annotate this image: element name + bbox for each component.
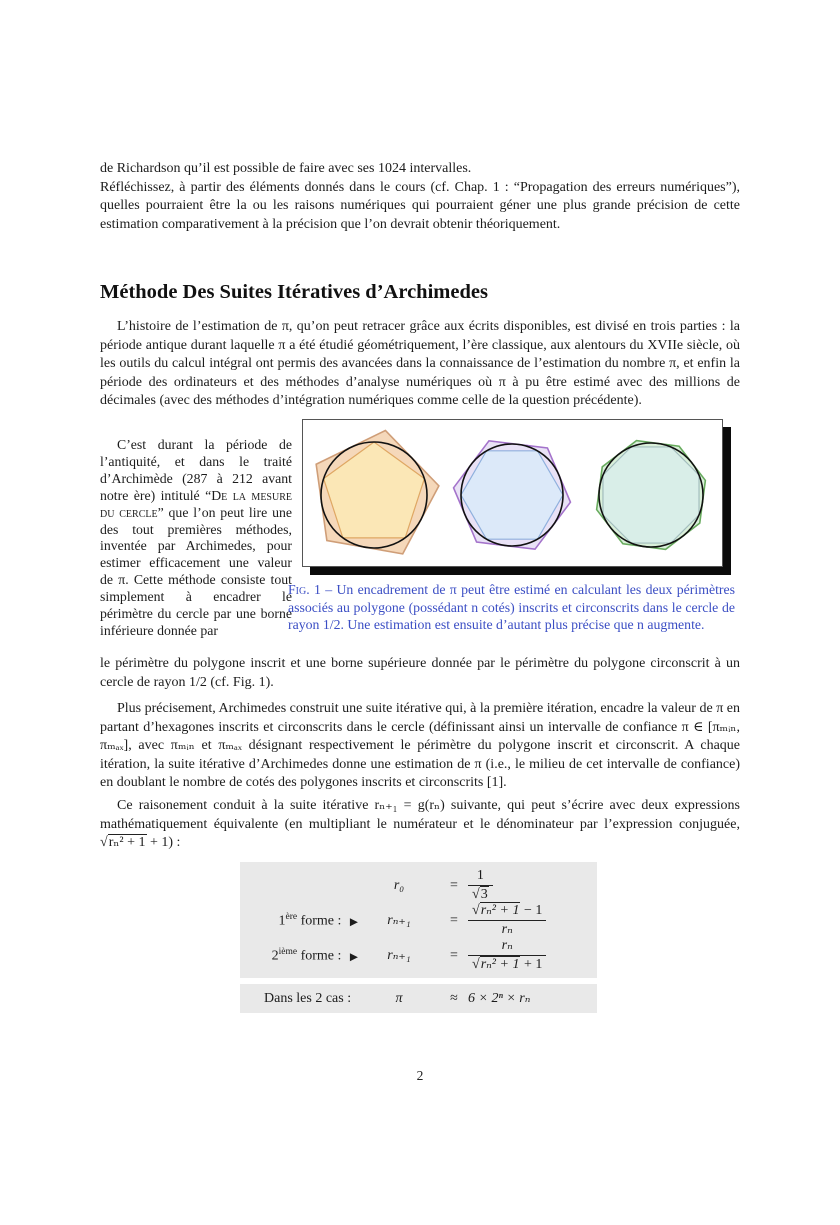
cases-rhs: 6 × 2ⁿ × rₙ	[468, 991, 531, 1006]
wrapped-column-paragraph	[100, 437, 292, 640]
intro-rest: Réfléchissez, à partir des éléments donnés dans le cours (cf. Chap. 1 : “Propagation des erreurs numériques”), quelles pourraient être la ou les raisons numériques qui pourraient géner une plus grande précision de cette estimation comparativement à la précision que l’on devrait obtenir théoriquement.	[100, 179, 740, 232]
form1-num-rad: rₙ² + 1	[480, 903, 520, 919]
reason-paragraph	[100, 797, 740, 853]
cases-lhs: π	[395, 990, 403, 1006]
octagon-inscribed	[603, 447, 699, 543]
figure-hexagon	[443, 423, 581, 563]
history-paragraph: L’histoire de l’estimation de π, qu’on peut retracer grâce aux écrits disponibles, est divisé en trois parties : la période antique durant laquelle π a été étudié géométriquement, l’ère classique, aux alentours du XVIIe siècle, où les outils du calcul intégral ont permis des avancées dans la connaissance de l’estimation du nombre π, et enfin la période des ordinateurs et des méthodes d’analyse numériques où π à pu être estimé avec des millions de décimales (avec des méthodes d’intégration numériques comme celle de la question précédente).	[100, 319, 740, 408]
sqrt-sign: √	[100, 835, 108, 850]
intro-paragraph	[100, 160, 740, 234]
cases-label: Dans les 2 cas :	[264, 990, 352, 1006]
sqrt-sign: √	[472, 957, 480, 973]
form2-num: rₙ	[468, 938, 546, 956]
formula-row-form1	[240, 903, 597, 938]
form1-label-text: forme :	[297, 913, 345, 929]
formula-r0-lhs: r₀	[393, 877, 405, 893]
precis-paragraph: Plus précisement, Archimedes construit une suite itérative qui, à la première itération, encadre la valeur de π en partant d’hexagones inscrits et circonscrits dans le cercle (définissant ainsi un intervalle de confiance π ∈ [πₘᵢₙ, πₘₐₓ], avec πₘᵢₙ et πₘₐₓ désignant respectivement le périmètre du polygone inscrit et circonscrit. A chaque itération, la suite itérative d’Archimedes donne une estimation de π (i.e., le milieu de cet intervalle de confiance) en doublant le nombre de cotés des polygones inscrits et circonscrits [1].	[100, 701, 740, 790]
continuation-paragraph: le périmètre du polygone inscrit et une borne supérieure donnée par le périmètre du polygone circonscrit à un cercle de rayon 1/2 (cf. Fig. 1).	[100, 656, 740, 690]
section-title: Méthode Des Suites Itératives d’Archimedes	[100, 281, 488, 303]
figure-pentagon	[305, 423, 443, 563]
formula-row-form2	[240, 938, 597, 973]
form1-label-num: 1	[278, 913, 286, 929]
intro-line-1: de Richardson qu’il est possible de faire avec ses 1024 intervalles.	[100, 161, 472, 176]
figure-1-caption	[288, 581, 735, 634]
form1-den: rₙ	[501, 922, 513, 938]
form2-label-text: forme :	[297, 948, 345, 964]
reason-before: Ce raisonement conduit à la suite itérative rₙ₊₁ = g(rₙ) suivante, qui peut s’écrire avec deux expressions mathématiquement équivalente (en multipliant le numérateur et le dénominateur par l’expression conjuguée,	[100, 798, 740, 832]
figure-octagon	[582, 423, 720, 563]
form1-lhs: rₙ₊₁	[387, 913, 411, 929]
form2-label-num: 2	[271, 948, 279, 964]
form2-lhs: rₙ₊₁	[387, 948, 411, 964]
caption-label: Fig. 1	[288, 582, 321, 597]
form1-rel: =	[450, 912, 458, 928]
form1-label-sup: ère	[285, 911, 298, 922]
triangle-right-icon: ▶	[349, 950, 358, 963]
smallcaps-title: De la mesure du cercle	[100, 487, 292, 520]
wrap-text-2: ” que l’on peut lire une des tout premières méthodes, inventée par Archimedes, pour estimer efficacement une valeur de π. Cette méthode consiste tout simplement à encadrer le périmètre du cercle par une borne inférieure donnée par	[100, 504, 292, 638]
formula-box	[240, 862, 597, 978]
page-number: 2	[416, 1068, 424, 1083]
formula-row-r0	[240, 868, 597, 903]
form2-rel: =	[450, 947, 458, 963]
sqrt-sign: √	[472, 887, 480, 903]
sqrt-sign: √	[472, 903, 480, 919]
triangle-right-icon: ▶	[349, 915, 358, 928]
figure-1-image	[302, 419, 723, 567]
form2-den-after: + 1	[520, 957, 543, 973]
form2-label-sup: ième	[278, 947, 298, 958]
formula-r0-rel: =	[450, 877, 458, 893]
sqrt-radicand: rₙ² + 1	[108, 835, 146, 850]
cases-rel: ≈	[450, 990, 458, 1006]
formula-r0-den: 3	[480, 887, 488, 903]
form2-den-rad: rₙ² + 1	[480, 957, 520, 973]
formula-r0-num: 1	[468, 868, 493, 886]
wrap-text-1: C’est durant la période de l’antiquité, et dans le traité d’Archimède (287 à 212 avant notre ère) intitulé “	[100, 437, 292, 503]
form1-num-after: − 1	[520, 903, 543, 919]
reason-after: + 1) :	[146, 835, 181, 850]
caption-text: – Un encadrement de π peut être estimé en calculant les deux périmètres associés au polygone (possédant n cotés) inscrits et circonscrits dans le cercle de rayon 1/2. Une estimation est ensuite d’autant plus précise que n augmente.	[288, 582, 735, 633]
cases-box	[240, 984, 597, 1013]
